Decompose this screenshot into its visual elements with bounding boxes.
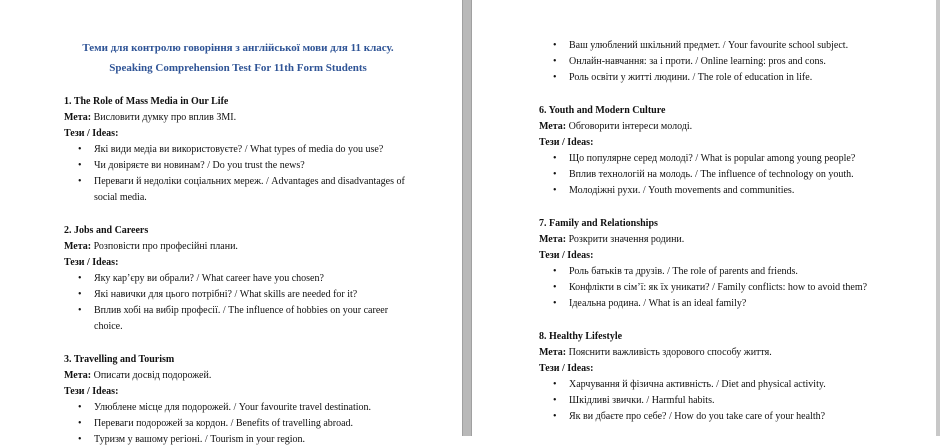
page-content xyxy=(472,0,940,425)
list-item: • Переваги подорожей за кордон. / Benefits of travelling abroad. xyxy=(94,416,412,432)
bullet-icon: • xyxy=(553,379,557,390)
bullet-icon: • xyxy=(78,176,82,187)
goal-line xyxy=(64,239,412,255)
ideas-list xyxy=(64,271,412,335)
list-item: • Ідеальна родина. / What is an ideal family? xyxy=(569,296,900,312)
topic-section-7 xyxy=(539,216,900,312)
list-item: • Які види медіа ви використовуєте? / What types of media do you use? xyxy=(94,142,412,158)
list-item: • Шкідливі звички. / Harmful habits. xyxy=(569,393,900,409)
scrollbar[interactable] xyxy=(936,0,940,436)
bullet-icon: • xyxy=(553,395,557,406)
bullet-icon: • xyxy=(553,298,557,309)
ideas-list xyxy=(539,377,900,425)
document-title-ukrainian: Теми для контролю говоріння з англійської мови для 11 класу. xyxy=(82,42,394,54)
list-item: • Чи довіряєте ви новинам? / Do you trust the news? xyxy=(94,158,412,174)
continued-ideas-list xyxy=(539,38,900,86)
bullet-icon: • xyxy=(78,273,82,284)
page-gutter xyxy=(462,0,472,436)
bullet-icon: • xyxy=(553,153,557,164)
section-title: 2. Jobs and Careers xyxy=(64,225,149,236)
ideas-label: Тези / Ideas: xyxy=(64,257,119,268)
ideas-list xyxy=(539,151,900,199)
topic-section-6 xyxy=(539,103,900,199)
goal-label: Мета: xyxy=(539,347,567,358)
bullet-icon: • xyxy=(78,402,82,413)
goal-text: Обговорити інтереси молоді. xyxy=(568,121,693,132)
bullet-icon: • xyxy=(553,169,557,180)
list-item: • Молодіжні рухи. / Youth movements and communities. xyxy=(569,183,900,199)
list-item: • Улюблене місце для подорожей. / Your favourite travel destination. xyxy=(94,400,412,416)
ideas-label: Тези / Ideas: xyxy=(64,386,119,397)
bullet-icon: • xyxy=(78,289,82,300)
bullet-icon: • xyxy=(553,56,557,67)
bullet-icon: • xyxy=(78,434,82,445)
list-item: • Туризм у вашому регіоні. / Tourism in your region. xyxy=(94,432,412,448)
list-item: • Які навички для цього потрібні? / What skills are needed for it? xyxy=(94,287,412,303)
list-item: • Харчування й фізична активність. / Diet and physical activity. xyxy=(569,377,900,393)
list-item: • Онлайн-навчання: за і проти. / Online learning: pros and cons. xyxy=(569,54,900,70)
bullet-icon: • xyxy=(78,160,82,171)
list-item: • Ваш улюблений шкільний предмет. / Your favourite school subject. xyxy=(569,38,900,54)
goal-label: Мета: xyxy=(64,241,92,252)
document-page-left xyxy=(0,0,462,445)
section-title: 3. Travelling and Tourism xyxy=(64,354,175,365)
goal-label: Мета: xyxy=(64,370,92,381)
section-title: 1. The Role of Mass Media in Our Life xyxy=(64,96,229,107)
list-item: • Як ви дбаєте про себе? / How do you take care of your health? xyxy=(569,409,900,425)
ideas-label: Тези / Ideas: xyxy=(539,250,594,261)
goal-text: Розповісти про професійні плани. xyxy=(93,241,238,252)
goal-label: Мета: xyxy=(539,234,567,245)
list-item: • Роль освіти у житті людини. / The role of education in life. xyxy=(569,70,900,86)
bullet-icon: • xyxy=(553,282,557,293)
section-title: 8. Healthy Lifestyle xyxy=(539,331,623,342)
ideas-label: Тези / Ideas: xyxy=(64,128,119,139)
list-item: • Переваги й недоліки соціальних мереж. / Advantages and disadvantages of social media. xyxy=(78,176,405,203)
bullet-icon: • xyxy=(553,40,557,51)
goal-text: Розкрити значення родини. xyxy=(568,234,685,245)
page-content xyxy=(0,0,462,448)
goal-text: Описати досвід подорожей. xyxy=(93,370,212,381)
goal-text: Пояснити важливість здорового способу життя. xyxy=(568,347,772,358)
ideas-list xyxy=(64,142,412,206)
document-page-right xyxy=(472,0,940,436)
goal-line xyxy=(64,368,412,384)
topic-section-8 xyxy=(539,329,900,425)
ideas-label: Тези / Ideas: xyxy=(539,137,594,148)
goal-text: Висловити думку про вплив ЗМІ. xyxy=(93,112,237,123)
goal-label: Мета: xyxy=(64,112,92,123)
topic-section-2 xyxy=(64,223,412,335)
goal-line xyxy=(539,119,900,135)
section-title: 6. Youth and Modern Culture xyxy=(539,105,666,116)
bullet-icon: • xyxy=(553,185,557,196)
goal-label: Мета: xyxy=(539,121,567,132)
list-item: • Конфлікти в сім’ї: як їх уникати? / Family conflicts: how to avoid them? xyxy=(569,280,900,296)
bullet-icon: • xyxy=(553,72,557,83)
ideas-label: Тези / Ideas: xyxy=(539,363,594,374)
goal-line xyxy=(539,345,900,361)
ideas-list xyxy=(64,400,412,448)
bullet-icon: • xyxy=(553,266,557,277)
list-item: • Роль батьків та друзів. / The role of parents and friends. xyxy=(569,264,900,280)
bullet-icon: • xyxy=(553,411,557,422)
topic-section-1 xyxy=(64,94,412,206)
bullet-icon: • xyxy=(78,305,82,316)
list-item: • Вплив хобі на вибір професії. / The influence of hobbies on your career choice. xyxy=(78,305,389,332)
bullet-icon: • xyxy=(78,144,82,155)
goal-line xyxy=(539,232,900,248)
ideas-list xyxy=(539,264,900,312)
list-item: • Що популярне серед молоді? / What is popular among young people? xyxy=(569,151,900,167)
list-item: • Яку кар’єру ви обрали? / What career have you chosen? xyxy=(94,271,412,287)
bullet-icon: • xyxy=(78,418,82,429)
topic-section-3 xyxy=(64,352,412,448)
goal-line xyxy=(64,110,412,126)
list-item: • Вплив технологій на молодь. / The influence of technology on youth. xyxy=(569,167,900,183)
document-title-english: Speaking Comprehension Test For 11th Form Students xyxy=(109,62,367,74)
section-title: 7. Family and Relationships xyxy=(539,218,658,229)
